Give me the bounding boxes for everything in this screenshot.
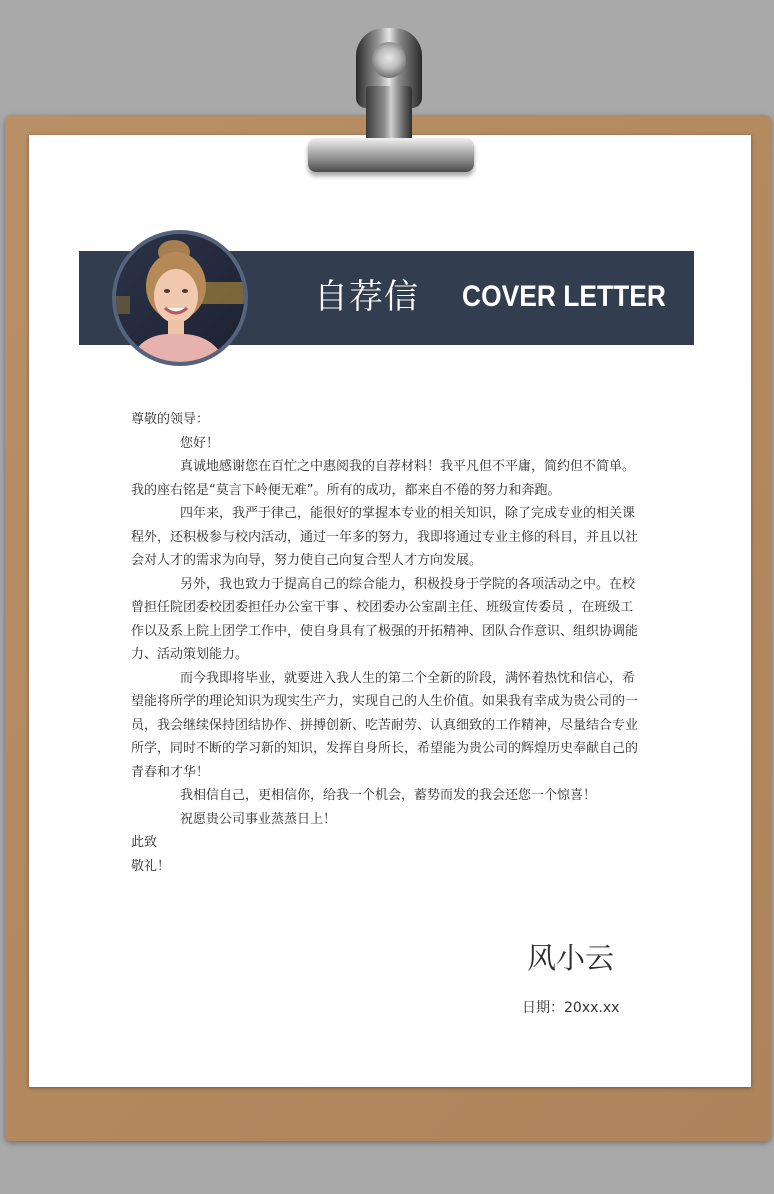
- paragraph: 祝愿贵公司事业蒸蒸日上！: [180, 811, 337, 827]
- paragraph: 而今我即将毕业，就要进入我人生的第二个全新的阶段，满怀着热忱和信心，希望能将所学的理论知识为现实生产力，实现自己的人生价值。如果我有幸成为贵公司的一员，我会继续保持团结协作、拼搏创新、吃苦耐劳、认真细致的工作精神，尽量结合专业所学，同时不断的学习新的知识，发挥自身所长，希望能为贵公司的辉煌历史奉献自己的青春和才华！: [131, 670, 639, 780]
- paragraph: 四年来，我严于律己，能很好的掌握本专业的相关知识，除了完成专业的相关课程外，还积极参与校内活动，通过一年多的努力，我即将通过专业主修的科目，并且以社会对人才的需求为向导，努力使自己向复合型人才方向发展。: [131, 506, 639, 568]
- greeting: 您好！: [180, 435, 220, 451]
- paragraph: 真诚地感谢您在百忙之中惠阅我的自荐材料！我平凡但不平庸，简约但不简单。我的座右铭是“莫言下岭便无难”。所有的成功，都来自不倦的努力和奔跑。: [131, 459, 636, 498]
- letter-body: [131, 408, 643, 878]
- binder-clip-base: [308, 138, 474, 172]
- closing-line: 敬礼！: [131, 858, 171, 874]
- salutation: 尊敬的领导：: [131, 412, 210, 427]
- title-chinese: 自荐信: [314, 277, 419, 317]
- binder-clip-hole: [372, 42, 406, 78]
- signature-date: 日期：20xx.xx: [522, 1000, 620, 1016]
- avatar: [112, 230, 248, 366]
- binder-clip-body: [366, 86, 412, 142]
- paragraph: 另外，我也致力于提高自己的综合能力，积极投身于学院的各项活动之中。在校曾担任院团委校团委担任办公室干事 、校团委办公室副主任、班级宣传委员 ，在班级工作以及系上院上团学工作中，使自身具有了极强的开拓精神、团队合作意识、组织协调能力、活动策划能力。: [131, 576, 639, 662]
- signature-name: 风小云: [527, 941, 615, 975]
- portrait-photo: [116, 234, 244, 362]
- title-english: COVER LETTER: [462, 280, 666, 313]
- paragraph: 我相信自己，更相信你，给我一个机会，蓄势而发的我会还您一个惊喜！: [180, 788, 597, 803]
- closing-line: 此致: [131, 835, 158, 850]
